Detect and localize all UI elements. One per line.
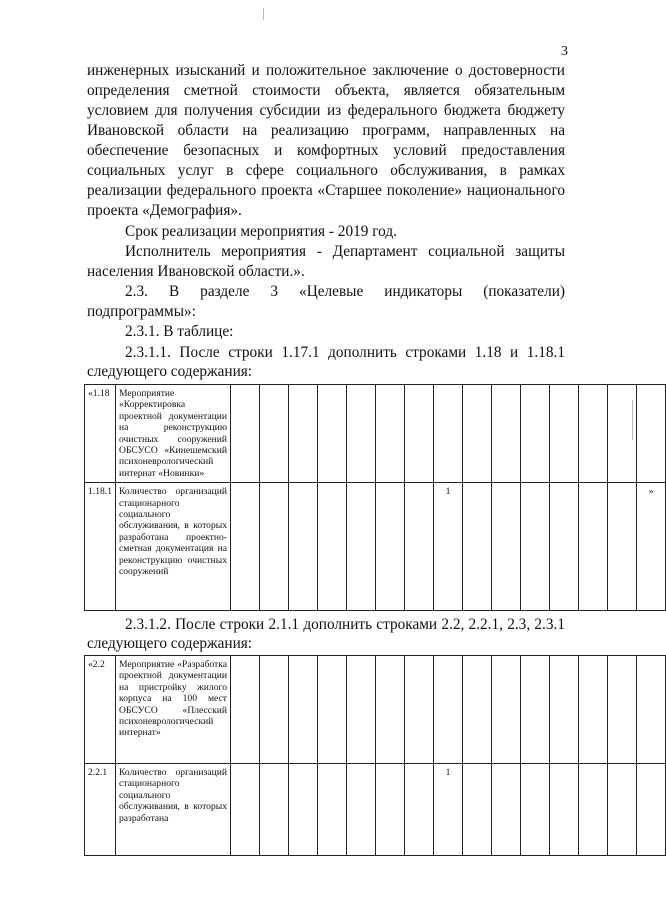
value-cell xyxy=(405,656,434,764)
value-cell xyxy=(405,483,434,611)
value-cell xyxy=(318,385,347,483)
value-cell xyxy=(260,656,289,764)
value-cell xyxy=(521,764,550,856)
row-description: Мероприятие «Разработка проектной документации на пристройку жилого корпуса на 100 мест ОБСУСО «Плесский психоневрологический интернат» xyxy=(116,656,231,764)
intro-line: социальных услуг в сфере социального обслуживания, в рамках xyxy=(87,162,565,179)
item1-line: следующего содержания: xyxy=(87,363,253,380)
value-cell xyxy=(260,483,289,611)
executor-line: населения Ивановской области.». xyxy=(87,263,305,280)
value-cell: 1 xyxy=(434,483,463,611)
row-description: Количество организаций стационарного социального обслуживания, в которых разработана xyxy=(116,764,231,856)
scan-mark-top xyxy=(263,8,264,20)
intro-line: обеспечение безопасных и комфортных условий предоставления xyxy=(87,142,565,159)
value-cell xyxy=(463,656,492,764)
value-cell xyxy=(463,483,492,611)
value-cell: » xyxy=(637,483,666,611)
value-cell xyxy=(579,483,608,611)
value-cell xyxy=(231,656,260,764)
value-cell xyxy=(550,656,579,764)
value-cell xyxy=(608,483,637,611)
intro-line: Ивановской области на реализацию программ, направленных на xyxy=(87,122,565,139)
value-cell xyxy=(289,764,318,856)
value-cell xyxy=(260,764,289,856)
item2-line: следующего содержания: xyxy=(87,635,253,652)
row-code: «2.2 xyxy=(85,656,116,764)
value-cell xyxy=(492,656,521,764)
in-table-line: 2.3.1. В таблице: xyxy=(125,323,234,340)
intro-line: определения сметной стоимости объекта, является обязательным xyxy=(87,82,565,99)
value-cell xyxy=(463,764,492,856)
executor-line: Исполнитель мероприятия - Департамент социальной защиты xyxy=(125,243,565,260)
value-cell xyxy=(347,385,376,483)
value-cell xyxy=(434,656,463,764)
value-cell xyxy=(550,764,579,856)
intro-line: условием для получения субсидии из федерального бюджета бюджету xyxy=(87,102,565,119)
value-cell xyxy=(376,385,405,483)
value-cell xyxy=(637,656,666,764)
value-cell xyxy=(637,385,666,483)
term-line: Срок реализации мероприятия - 2019 год. xyxy=(125,223,397,240)
value-cell xyxy=(579,764,608,856)
row-description: Количество организаций стационарного социального обслуживания, в которых разработана проектно-сметная документация на реконструкцию очистных сооружений xyxy=(116,483,231,611)
row-code: «1.18 xyxy=(85,385,116,483)
item2-line: 2.3.1.2. После строки 2.1.1 дополнить строками 2.2, 2.2.1, 2.3, 2.3.1 xyxy=(125,616,565,633)
value-cell xyxy=(289,656,318,764)
item1-line: 2.3.1.1. После строки 1.17.1 дополнить строками 1.18 и 1.18.1 xyxy=(125,344,565,361)
value-cell xyxy=(492,385,521,483)
row-code: 2.2.1 xyxy=(85,764,116,856)
value-cell xyxy=(521,656,550,764)
value-cell xyxy=(608,764,637,856)
intro-line: проекта «Демография». xyxy=(87,202,242,219)
value-cell xyxy=(405,764,434,856)
value-cell xyxy=(231,385,260,483)
table-row xyxy=(85,656,666,764)
value-cell xyxy=(231,764,260,856)
value-cell xyxy=(492,764,521,856)
value-cell xyxy=(376,764,405,856)
value-cell xyxy=(376,656,405,764)
value-cell xyxy=(231,483,260,611)
value-cell xyxy=(260,385,289,483)
value-cell xyxy=(637,764,666,856)
row-code: 1.18.1 xyxy=(85,483,116,611)
value-cell xyxy=(289,483,318,611)
value-cell xyxy=(376,483,405,611)
intro-line: инженерных изысканий и положительное заключение о достоверности xyxy=(87,62,565,79)
value-cell xyxy=(289,385,318,483)
table-row xyxy=(85,483,666,611)
row-description: Мероприятие «Корректировка проектной документации на реконструкцию очистных сооружений ОБСУСО «Кинешемский психоневрологический интернат «Новинки» xyxy=(116,385,231,483)
value-cell xyxy=(550,385,579,483)
value-cell xyxy=(347,764,376,856)
value-cell xyxy=(550,483,579,611)
value-cell xyxy=(579,656,608,764)
value-cell xyxy=(318,656,347,764)
value-cell xyxy=(579,385,608,483)
value-cell xyxy=(405,385,434,483)
value-cell xyxy=(318,764,347,856)
section-heading: 2.3. В разделе 3 «Целевые индикаторы (показатели) xyxy=(125,283,565,300)
value-cell xyxy=(608,385,637,483)
indicators-table-2 xyxy=(84,655,666,856)
table-row xyxy=(85,385,666,483)
page-number: 3 xyxy=(561,44,568,59)
intro-line: реализации федерального проекта «Старшее поколение» национального xyxy=(87,182,565,199)
value-cell xyxy=(434,385,463,483)
value-cell xyxy=(463,385,492,483)
value-cell xyxy=(492,483,521,611)
value-cell: 1 xyxy=(434,764,463,856)
value-cell xyxy=(318,483,347,611)
value-cell xyxy=(347,483,376,611)
section-heading: подпрограммы»: xyxy=(87,303,196,320)
value-cell xyxy=(521,483,550,611)
indicators-table-1 xyxy=(84,384,666,611)
value-cell xyxy=(608,656,637,764)
value-cell xyxy=(347,656,376,764)
value-cell xyxy=(521,385,550,483)
table-row xyxy=(85,764,666,856)
